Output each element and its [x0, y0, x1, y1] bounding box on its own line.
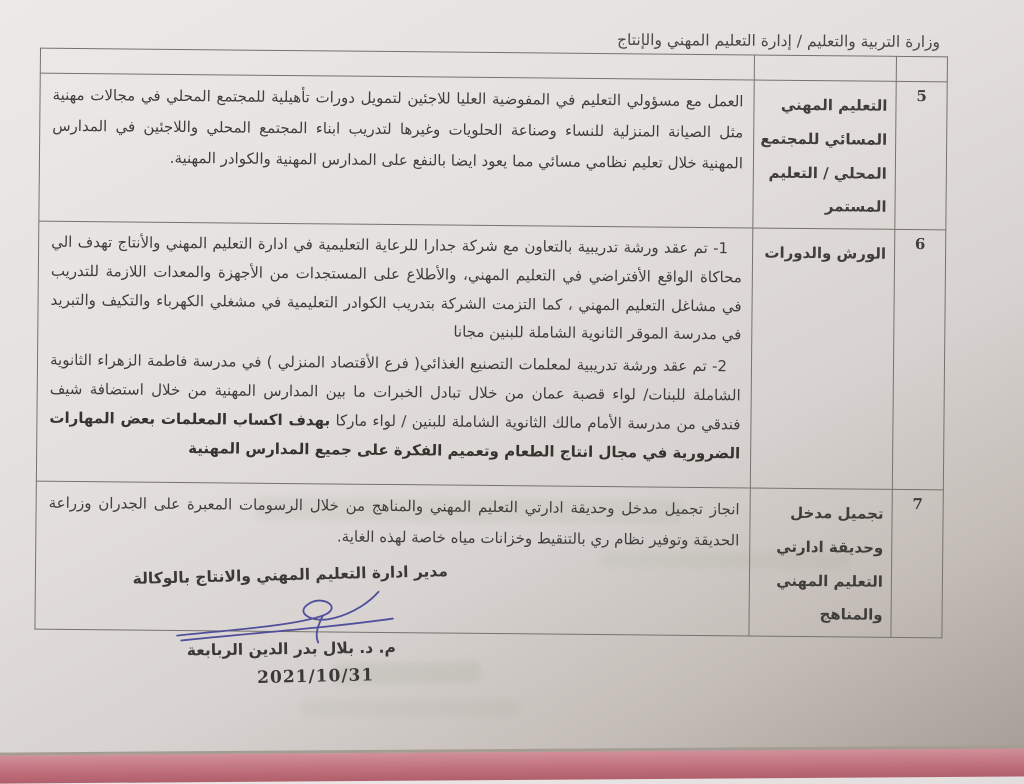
workshop-item-2-goal: بهدف اكساب المعلمات بعض المهارات الضرورية في مجال انتاج الطعام وتعميم الفكرة على جميع المدارس المهنية [49, 408, 741, 462]
signatory-job-title: مدير ادارة التعليم المهني والانتاج بالوكالة [132, 562, 449, 588]
row-title: التعليم المهني المسائي للمجتمع المحلي / التعليم المستمر [753, 80, 896, 229]
row-title: الورش والدورات [750, 228, 894, 489]
row-content [36, 221, 752, 488]
row-number: 7 [891, 489, 943, 637]
row-number: 5 [895, 81, 947, 229]
row-content: العمل مع مسؤولي التعليم في المفوضية العليا للاجئين لتمويل دورات تأهيلية للمجتمع المحلي في مجالات مهنية مثل الصيانة المنزلية للنساء وصناعة الحلويات وغيرها لتدريب ابناء المجتمع المحلي واللاجئين في المدارس المهنية خلال تعليم نظامي مسائي مما يعود ايضا بالنفع على المدارس المهنية والكوادر المهنية. [39, 73, 754, 228]
report-table [34, 48, 948, 639]
workshop-item-1: 1- تم عقد ورشة تدريبية بالتعاون مع شركة جدارا للرعاية التعليمية في ادارة التعليم المهني والأنتاج تهدف الي محاكاة الواقع الأفتراضي في التعليم المهني، والأطلاع على المستجدات من الأجهزة والمعدات اللازمة للتدريب في مشاغل التعليم المهني ، كما التزمت الشركة بتدريب الكوادر التعليمية في مشغلي الكهرباء والتكيف والتبريد في مدرسة الموقر الثانوية الشاملة للبنين مجانا [50, 232, 742, 344]
signatory-name: م. د. بلال بدر الدين الربابعة [186, 638, 396, 660]
empty-header-cell [896, 56, 947, 81]
signature-date: 2021/10/31 [256, 665, 375, 688]
row-number: 6 [892, 229, 945, 489]
table-row [39, 73, 947, 230]
row-title: تجميل مدخل وحديقة ادارتي التعليم المهني والمناهج [749, 488, 892, 637]
signature-block [97, 563, 485, 689]
workshop-item-2-text: 2- تم عقد ورشة تدريبية لمعلمات التصنيع الغذائي( فرع الأقتصاد المنزلي ) في مدرسة فاطمة الزهراء الثانوية الشاملة للبنات/ لواء قصبة عمان من خلال تبادل الخبرات ما بين المدارس المهنية من خلال استضافة شيف فندقي من مدرسة الأمام مالك الثانوية الشاملة للبنين / لواء ماركا [49, 350, 741, 434]
workshop-item-2 [49, 346, 741, 468]
page-header: وزارة التربية والتعليم / إدارة التعليم المهني والإنتاج [616, 30, 941, 52]
empty-header-cell [754, 55, 896, 81]
row-content: انجاز تجميل مدخل وحديقة ادارتي التعليم المهني والمناهج من خلال الرسومات المعبرة على الجدران وزراعة الحديقة وتوفير نظام ري بالتنقيط وخزانات مياه خاصة لهذه الغاية. [35, 481, 750, 636]
table-row [36, 221, 945, 490]
